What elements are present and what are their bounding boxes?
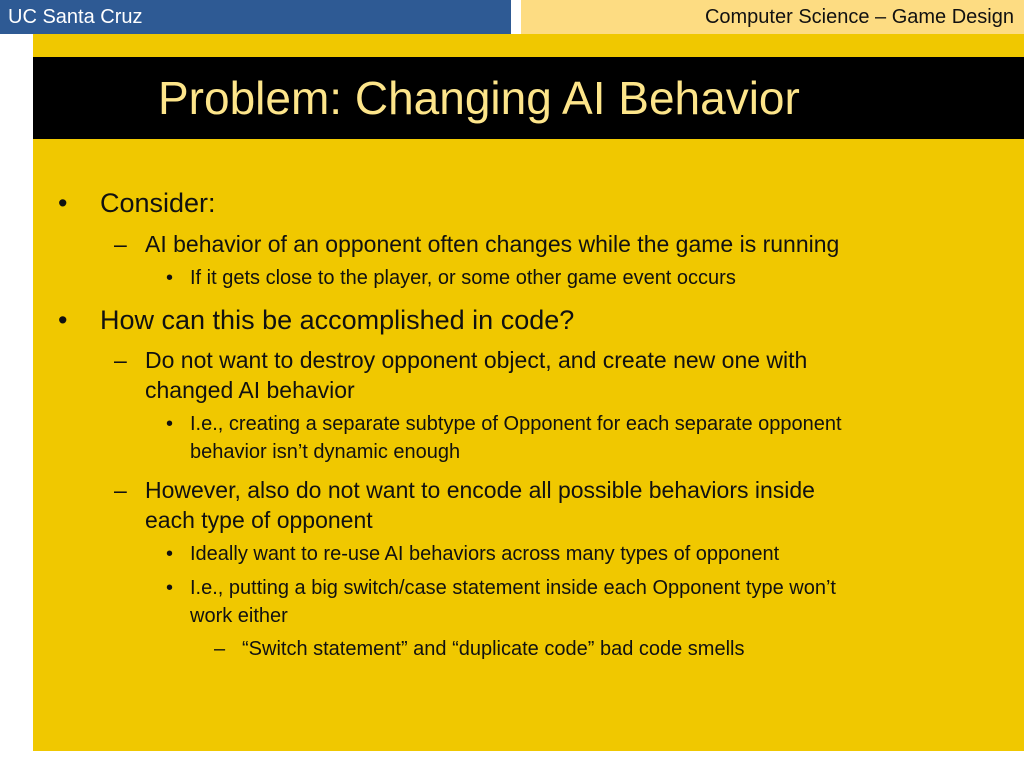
bullet-switch-case-line2: work either <box>190 605 288 627</box>
bullet-marker: • <box>166 543 174 565</box>
bullet-marker: • <box>58 188 68 218</box>
bullet-do-not-destroy-line1: Do not want to destroy opponent object, and create new one with <box>145 347 808 373</box>
bullet-ai-behavior-changes: AI behavior of an opponent often changes while the game is running <box>145 231 840 257</box>
dash-marker: – <box>214 638 226 660</box>
dash-marker: – <box>114 231 127 257</box>
bullet-code-smells: “Switch statement” and “duplicate code” bad code smells <box>242 638 745 660</box>
dash-marker: – <box>114 477 127 503</box>
bullet-separate-subtype-line1: I.e., creating a separate subtype of Opponent for each separate opponent <box>190 413 842 435</box>
bullet-marker: • <box>166 577 174 599</box>
bullet-however-line1: However, also do not want to encode all possible behaviors inside <box>145 477 815 503</box>
bullet-however-line2: each type of opponent <box>145 507 373 533</box>
bullet-marker: • <box>166 267 174 289</box>
bullet-switch-case-line1: I.e., putting a big switch/case statement inside each Opponent type won’t <box>190 577 836 599</box>
bullet-how-in-code: How can this be accomplished in code? <box>100 305 575 335</box>
header-right-label: Computer Science – Game Design <box>521 0 1024 34</box>
bullet-reuse-behaviors: Ideally want to re-use AI behaviors across many types of opponent <box>190 543 780 565</box>
bullet-do-not-destroy-line2: changed AI behavior <box>145 377 355 403</box>
bullet-consider: Consider: <box>100 188 216 218</box>
slide-title: Problem: Changing AI Behavior <box>158 72 800 124</box>
bullet-marker: • <box>166 413 174 435</box>
bullet-game-event: If it gets close to the player, or some other game event occurs <box>190 267 736 289</box>
dash-marker: – <box>114 347 127 373</box>
bullet-marker: • <box>58 305 68 335</box>
header-left-label: UC Santa Cruz <box>0 0 511 34</box>
bullet-separate-subtype-line2: behavior isn’t dynamic enough <box>190 441 461 463</box>
